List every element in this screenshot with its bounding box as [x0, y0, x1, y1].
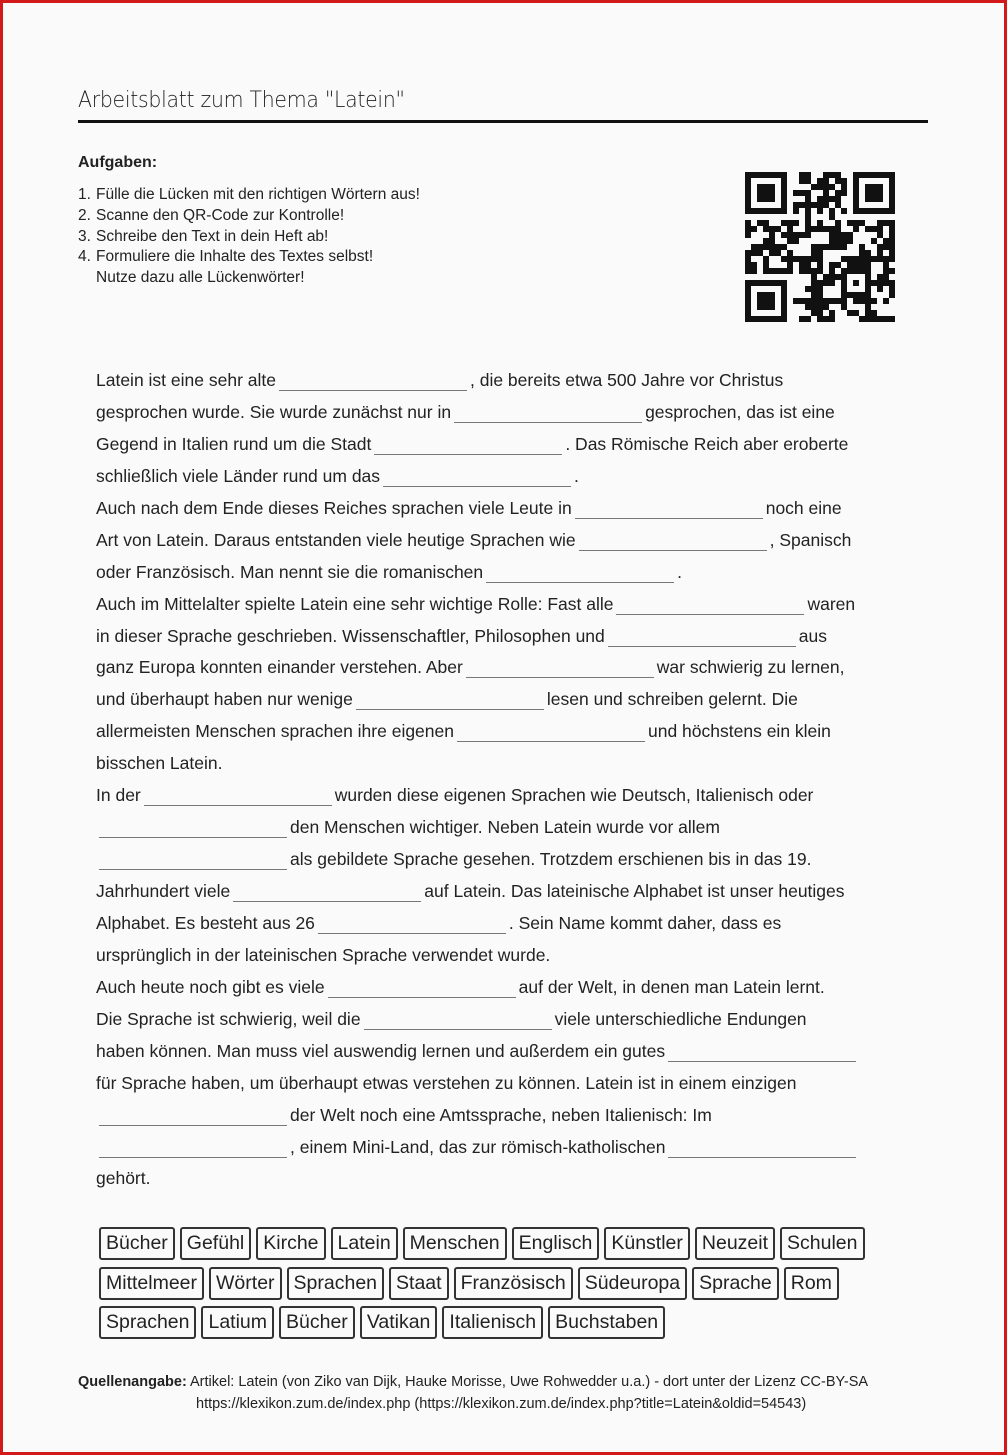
text-segment: ganz Europa konnten einander verstehen. Aber: [96, 657, 463, 678]
blank-gap[interactable]: [454, 421, 642, 423]
text-segment: und höchstens ein klein: [648, 721, 831, 742]
text-segment: In der: [96, 785, 141, 806]
text-line: [96, 716, 916, 748]
text-segment: , Spanisch: [769, 529, 852, 550]
page-title: Arbeitsblatt zum Thema "Latein": [78, 88, 405, 113]
blank-gap[interactable]: [608, 645, 796, 647]
text-line: [96, 525, 916, 557]
text-segment: , einem Mini-Land, das zur römisch-katholischen: [290, 1136, 666, 1157]
text-segment: in dieser Sprache geschrieben. Wissenschaftler, Philosophen und: [96, 625, 605, 646]
task-number: 1.: [78, 186, 91, 203]
task-number: [78, 268, 96, 289]
task-number: 4.: [78, 248, 91, 266]
task-text: Nutze dazu alle Lückenwörter!: [96, 269, 305, 287]
blank-gap[interactable]: [356, 708, 544, 710]
text-segment: der Welt noch eine Amtssprache, neben Italienisch: Im: [290, 1104, 712, 1125]
text-segment: auf der Welt, in denen man Latein lernt.: [518, 976, 825, 997]
text-segment: aus: [798, 625, 827, 646]
text-segment: haben können. Man muss viel auswendig lernen und außerdem ein gutes: [96, 1040, 666, 1061]
blank-gap[interactable]: [233, 900, 421, 902]
text-line: [96, 780, 916, 812]
word-chip[interactable]: Bücher: [99, 1227, 175, 1260]
blank-gap[interactable]: [575, 517, 763, 519]
task-item: [78, 227, 420, 248]
text-line: [96, 589, 916, 621]
word-chip[interactable]: Italienisch: [442, 1306, 543, 1339]
word-chip[interactable]: Neuzeit: [695, 1227, 775, 1260]
word-chip[interactable]: Sprachen: [99, 1306, 196, 1339]
task-item: [78, 206, 420, 227]
text-segment: als gebildete Sprache gesehen. Trotzdem erschienen bis in das 19.: [290, 849, 812, 870]
text-segment: .: [677, 561, 683, 582]
word-chip[interactable]: Latium: [201, 1306, 274, 1339]
word-chip[interactable]: Mittelmeer: [99, 1267, 204, 1300]
blank-gap[interactable]: [668, 1060, 856, 1062]
text-segment: allermeisten Menschen sprachen ihre eigenen: [96, 721, 454, 742]
tasks-heading: Aufgaben:: [78, 154, 158, 171]
source-citation: [78, 1371, 938, 1415]
blank-gap[interactable]: [99, 1156, 287, 1158]
text-line: [96, 493, 916, 525]
text-line: [96, 684, 916, 716]
word-chip[interactable]: Französisch: [454, 1267, 573, 1300]
word-chip[interactable]: Vatikan: [360, 1306, 438, 1339]
blank-gap[interactable]: [383, 485, 571, 487]
blank-gap[interactable]: [616, 613, 804, 615]
blank-gap[interactable]: [99, 1124, 287, 1126]
text-segment: und überhaupt haben nur wenige: [96, 689, 353, 710]
text-segment: gesprochen wurde. Sie wurde zunächst nur in: [96, 401, 452, 422]
blank-gap[interactable]: [457, 740, 645, 742]
text-segment: Auch im Mittelalter spielte Latein eine sehr wichtige Rolle: Fast alle: [96, 593, 614, 614]
cloze-text: [96, 365, 916, 1195]
task-number: 3.: [78, 227, 91, 245]
word-chip[interactable]: Latein: [331, 1227, 398, 1260]
text-segment: ursprünglich in der lateinischen Sprache verwendet wurde.: [96, 944, 551, 965]
source-url[interactable]: https://klexikon.zum.de/index.php (https://klexikon.zum.de/index.php?title=Latein&oldid=54543): [196, 1396, 807, 1412]
task-text: Scanne den QR-Code zur Kontrolle!: [96, 206, 345, 224]
task-text: Fülle die Lücken mit den richtigen Wörtern aus!: [96, 186, 420, 203]
word-bank-row: [99, 1306, 919, 1339]
word-chip[interactable]: Wörter: [209, 1267, 282, 1300]
word-chip[interactable]: Staat: [389, 1267, 449, 1300]
task-list: [78, 185, 420, 289]
text-line: [96, 397, 916, 429]
text-segment: Art von Latein. Daraus entstanden viele heutige Sprachen wie: [96, 529, 576, 550]
text-line: [96, 876, 916, 908]
word-bank-row: [99, 1227, 919, 1260]
blank-gap[interactable]: [318, 932, 506, 934]
word-chip[interactable]: Rom: [784, 1267, 839, 1300]
text-segment: Latein ist eine sehr alte: [96, 370, 276, 390]
blank-gap[interactable]: [144, 804, 332, 806]
word-chip[interactable]: Künstler: [604, 1227, 690, 1260]
blank-gap[interactable]: [99, 836, 287, 838]
text-segment: . Sein Name kommt daher, dass es: [508, 912, 782, 933]
blank-gap[interactable]: [374, 453, 562, 455]
text-line: [96, 365, 916, 397]
word-chip[interactable]: Bücher: [279, 1306, 355, 1339]
word-chip[interactable]: Schulen: [780, 1227, 864, 1260]
word-chip[interactable]: Sprachen: [287, 1267, 384, 1300]
text-segment: waren: [807, 593, 856, 614]
text-line: [96, 940, 916, 972]
text-line: [96, 812, 916, 844]
word-chip[interactable]: Englisch: [512, 1227, 600, 1260]
text-line: [96, 908, 916, 940]
text-segment: , die bereits etwa 500 Jahre vor Christus: [469, 370, 784, 390]
text-segment: Auch nach dem Ende dieses Reiches sprachen viele Leute in: [96, 497, 572, 518]
task-text: Formuliere die Inhalte des Textes selbst!: [96, 248, 374, 266]
text-segment: für Sprache haben, um überhaupt etwas verstehen zu können. Latein ist in einem einzigen: [96, 1072, 797, 1093]
text-segment: gesprochen, das ist eine: [645, 401, 835, 422]
text-segment: wurden diese eigenen Sprachen wie Deutsch, Italienisch oder: [334, 785, 814, 806]
text-line: [96, 1132, 916, 1164]
text-segment: bisschen Latein.: [96, 753, 223, 774]
text-segment: lesen und schreiben gelernt. Die: [546, 689, 798, 710]
title-divider: [78, 120, 928, 123]
text-segment: noch eine: [765, 497, 842, 518]
word-chip[interactable]: Sprache: [692, 1267, 779, 1300]
blank-gap[interactable]: [279, 389, 467, 391]
text-line: [96, 621, 916, 653]
blank-gap[interactable]: [579, 549, 767, 551]
text-segment: oder Französisch. Man nennt sie die romanischen: [96, 561, 484, 582]
text-line: [96, 429, 916, 461]
word-chip[interactable]: Südeuropa: [578, 1267, 687, 1300]
text-segment: Alphabet. Es besteht aus 26: [96, 912, 315, 933]
text-line: [96, 748, 916, 780]
text-line: [96, 972, 916, 1004]
blank-gap[interactable]: [328, 996, 516, 998]
text-line: [96, 1163, 916, 1195]
word-chip[interactable]: Gefühl: [180, 1227, 251, 1260]
text-line: [96, 1100, 916, 1132]
blank-gap[interactable]: [99, 868, 287, 870]
blank-gap[interactable]: [486, 581, 674, 583]
text-segment: den Menschen wichtiger. Neben Latein wurde vor allem: [290, 817, 720, 838]
task-item: [78, 247, 420, 268]
text-line: [96, 844, 916, 876]
text-segment: auf Latein. Das lateinische Alphabet ist unser heutiges: [424, 881, 845, 901]
text-line: [96, 461, 916, 493]
text-segment: schließlich viele Länder rund um das: [96, 465, 381, 486]
text-line: [96, 557, 916, 589]
text-line: [96, 1036, 916, 1068]
text-line: [96, 652, 916, 684]
word-chip[interactable]: Buchstaben: [548, 1306, 665, 1339]
text-segment: .: [574, 465, 579, 486]
text-segment: Auch heute noch gibt es viele: [96, 976, 325, 997]
text-segment: . Das Römische Reich aber eroberte: [565, 433, 849, 454]
text-segment: Gegend in Italien rund um die Stadt: [96, 433, 372, 454]
source-label: Quellenangabe:: [78, 1374, 187, 1390]
task-number: 2.: [78, 206, 91, 224]
task-item: [78, 185, 420, 206]
source-text: Artikel: Latein (von Ziko van Dijk, Hauke Morisse, Uwe Rohwedder u.a.) - dort unter der Lizenz CC-BY-SA: [190, 1374, 869, 1390]
text-segment: war schwierig zu lernen,: [656, 657, 845, 678]
blank-gap[interactable]: [466, 676, 654, 678]
word-bank: [99, 1227, 919, 1346]
qr-code-icon[interactable]: [745, 171, 895, 323]
blank-gap[interactable]: [668, 1156, 856, 1158]
text-line: [96, 1068, 916, 1100]
blank-gap[interactable]: [364, 1028, 552, 1030]
word-chip[interactable]: Kirche: [256, 1227, 325, 1260]
text-segment: Jahrhundert viele: [96, 881, 231, 901]
task-item: [78, 268, 420, 289]
word-chip[interactable]: Menschen: [403, 1227, 507, 1260]
text-line: [96, 1004, 916, 1036]
word-bank-row: [99, 1267, 919, 1300]
task-text: Schreibe den Text in dein Heft ab!: [96, 227, 329, 245]
text-segment: viele unterschiedliche Endungen: [554, 1008, 807, 1029]
text-segment: gehört.: [96, 1168, 151, 1189]
text-segment: Die Sprache ist schwierig, weil die: [96, 1008, 361, 1029]
